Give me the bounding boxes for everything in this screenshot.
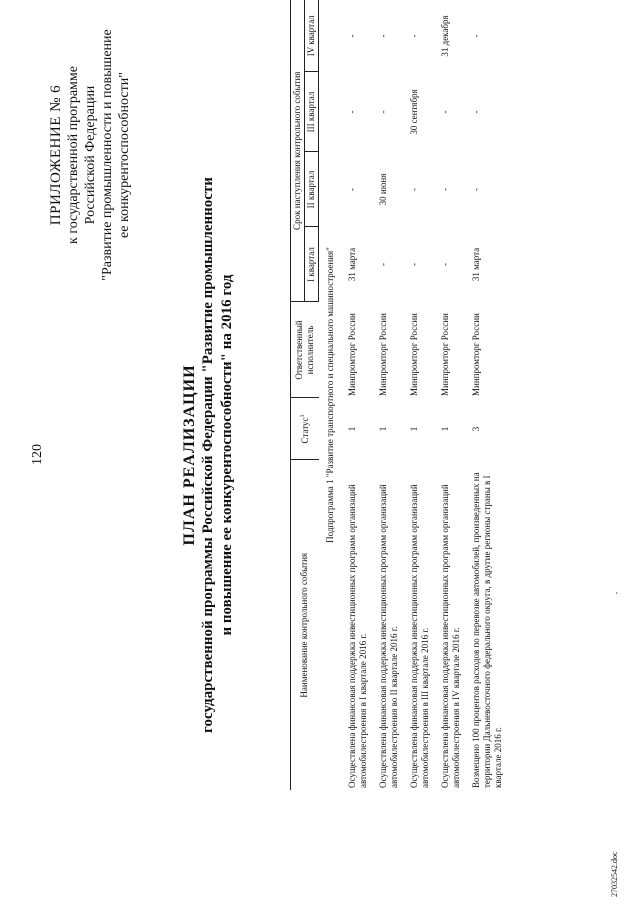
page-number: 120: [30, 444, 45, 465]
event-q3: -: [378, 110, 388, 114]
header-quarter-2: II квартал: [305, 152, 319, 227]
event-executor: Минпромторг России: [347, 313, 357, 396]
table-row: [437, 0, 468, 790]
header-quarter-3: III квартал: [305, 72, 319, 152]
event-q4: -: [347, 34, 357, 38]
header-quarter-1: I квартал: [305, 227, 319, 302]
event-q1: -: [409, 263, 419, 266]
event-q3: -: [471, 110, 481, 114]
table-row: [375, 0, 406, 790]
event-name: Осуществлена финансовая поддержка инвестиционных программ организаций автомобилестроения во II квартале 2016 г.: [378, 484, 399, 788]
header-quarter-4: IV квартал: [305, 0, 319, 72]
event-q4: 31 декабря: [440, 15, 450, 57]
event-q1: 31 марта: [471, 247, 481, 282]
event-status: 1: [409, 426, 419, 432]
header-deadline: Срок наступления контрольного события: [291, 0, 305, 302]
event-executor: Минпромторг России: [409, 313, 419, 396]
event-name: Возмещено 100 процентов расходов по перевозке автомобилей, произведенных на территории Дальневосточного федерального округа, в другие регионы страны в I квартале 2016 г.: [471, 472, 503, 788]
document-title: [180, 155, 237, 755]
event-q2: -: [471, 188, 481, 191]
event-executor: Минпромторг России: [378, 313, 388, 396]
subprogram-row: [319, 0, 345, 790]
appendix-line: "Развитие промышленности и повышение: [100, 29, 115, 281]
event-q3: 30 сентября: [409, 89, 419, 135]
event-executor: Минпромторг России: [440, 313, 450, 396]
appendix-block: [48, 5, 133, 305]
event-q2: -: [440, 188, 450, 191]
event-status: 1: [347, 426, 357, 432]
header-status: Статус$^1$: [291, 398, 319, 460]
event-status: 1: [440, 426, 450, 432]
header-executor: Ответственный исполнитель: [291, 302, 319, 398]
event-status: 1: [378, 426, 388, 432]
subprogram-title: Подпрограмма 1 "Развитие транспортного и специального машиностроения": [325, 247, 335, 543]
event-q3: -: [347, 110, 357, 114]
event-q2: 30 июня: [378, 173, 388, 206]
appendix-line: Российской Федерации: [83, 85, 98, 225]
appendix-line: к государственной программе: [66, 66, 81, 244]
table-row: [344, 0, 375, 790]
stray-mark: ,: [610, 592, 619, 594]
file-reference: 27032542.doc: [610, 851, 619, 897]
event-q4: -: [409, 34, 419, 38]
event-q1: 31 марта: [347, 247, 357, 282]
document-title-main: ПЛАН РЕАЛИЗАЦИИ: [181, 364, 198, 546]
header-event-name: Наименование контрольного события: [291, 460, 319, 790]
event-q4: -: [471, 34, 481, 38]
table-row: [468, 0, 507, 790]
table-row: [406, 0, 437, 790]
event-name: Осуществлена финансовая поддержка инвестиционных программ организаций автомобилестроения в IV квартале 2016 г.: [440, 484, 461, 788]
document-title-line: и повышение ее конкурентоспособности" на 2016 год: [219, 274, 235, 636]
event-q1: -: [440, 263, 450, 266]
appendix-title: ПРИЛОЖЕНИЕ № 6: [48, 84, 64, 226]
event-status: 3: [471, 426, 481, 432]
event-name: Осуществлена финансовая поддержка инвестиционных программ организаций автомобилестроения в III квартале 2016 г.: [409, 484, 430, 788]
appendix-line: ее конкурентоспособности": [117, 72, 132, 238]
event-q2: -: [347, 188, 357, 191]
event-executor: Минпромторг России: [471, 313, 481, 396]
event-name: Осуществлена финансовая поддержка инвестиционных программ организаций автомобилестроения в I квартале 2016 г.: [347, 484, 368, 788]
event-q2: -: [409, 188, 419, 191]
event-q4: -: [378, 34, 388, 38]
plan-table: [290, 0, 507, 790]
event-q1: -: [378, 263, 388, 266]
event-q3: -: [440, 110, 450, 114]
document-title-line: государственной программы Российской Федерации "Развитие промышленности: [200, 177, 216, 733]
